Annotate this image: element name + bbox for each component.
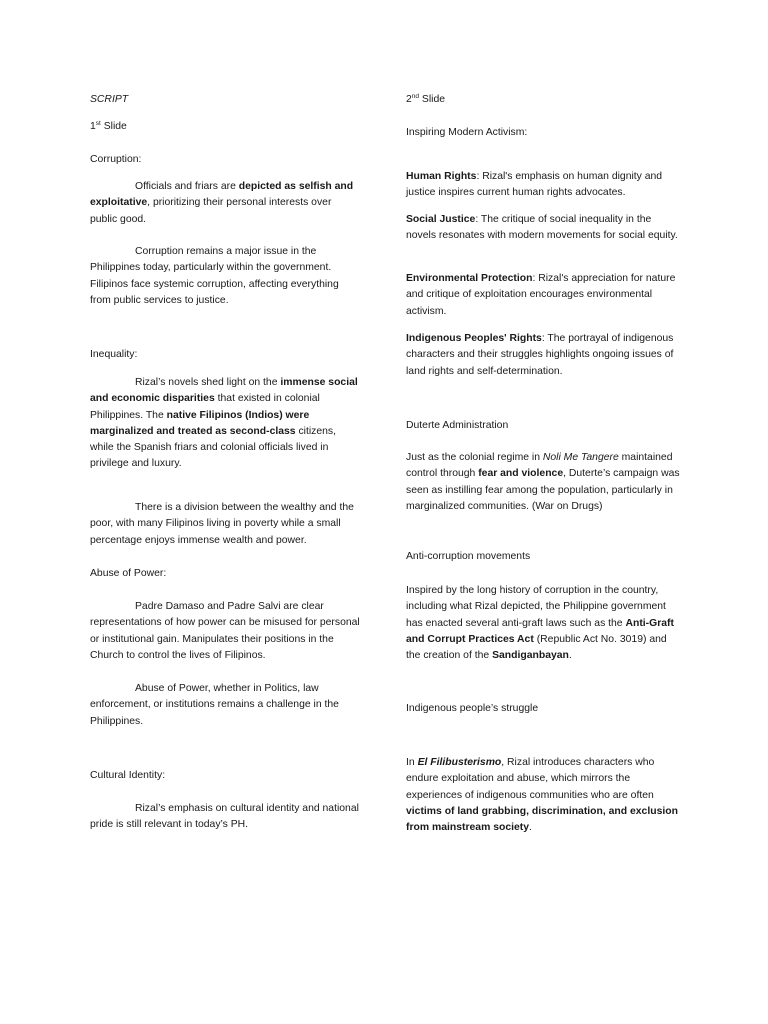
corruption-paragraph-1: Officials and friars are depicted as selfish and exploitative, prioritizing their personal interests over public good.: [90, 181, 354, 225]
indigenous-rights-paragraph: Indigenous Peoples' Rights: The portrayal of indigenous characters and their struggles highlights ongoing issues of land rights and self-determination.: [406, 333, 674, 377]
human-rights-paragraph: Human Rights: Rizal's emphasis on human dignity and justice inspires current human rights advocates.: [406, 171, 663, 199]
slide2-heading: 2nd Slide: [406, 93, 446, 105]
indigenous-heading: Indigenous people’s struggle: [406, 703, 539, 714]
activism-heading: Inspiring Modern Activism:: [406, 127, 528, 138]
anticorruption-heading: Anti-corruption movements: [406, 551, 531, 562]
script-title: SCRIPT: [90, 94, 129, 105]
abuse-paragraph-2: Abuse of Power, whether in Politics, law enforcement, or institutions remains a challenge in the Philippines.: [90, 683, 339, 727]
environmental-paragraph: Environmental Protection: Rizal's appreciation for nature and critique of exploitation encourages environmental activism.: [406, 273, 676, 317]
corruption-paragraph-2: Corruption remains a major issue in the Philippines today, particularly within the government. Filipinos face systemic corruption, affecting everything from public services to justice.: [90, 246, 339, 306]
duterte-heading: Duterte Administration: [406, 420, 509, 431]
anticorruption-paragraph: Inspired by the long history of corruption in the country, including what Rizal depicted, the Philippine government has enacted several anti-graft laws such as the Anti-Graft and Corrupt Practices Act (Republic Act No. 3019) and the creation of the Sandiganbayan.: [406, 585, 674, 662]
cultural-heading: Cultural Identity:: [90, 770, 166, 781]
abuse-heading: Abuse of Power:: [90, 568, 167, 579]
duterte-paragraph: Just as the colonial regime in Noli Me Tangere maintained control through fear and violence, Duterte’s campaign was seen as instilling fear among the population, particularly in marginalized communities. (War on Drugs): [406, 452, 680, 512]
cultural-paragraph: Rizal’s emphasis on cultural identity and national pride is still relevant in today’s PH.: [90, 803, 359, 831]
abuse-paragraph-1: Padre Damaso and Padre Salvi are clear representations of how power can be misused for personal or institutional gain. Manipulates their positions in the Church to control the lives of Filipinos.: [90, 601, 360, 661]
inequality-paragraph-2: There is a division between the wealthy and the poor, with many Filipinos living in poverty while a small percentage enjoys immense wealth and power.: [90, 502, 354, 546]
indigenous-paragraph: In El Filibusterismo, Rizal introduces characters who endure exploitation and abuse, which mirrors the experiences of indigenous communities who are often victims of land grabbing, discrimination, and exclusion from mainstream society.: [406, 757, 678, 834]
inequality-heading: Inequality:: [90, 349, 138, 360]
inequality-paragraph-1: Rizal’s novels shed light on the immense social and economic disparities that existed in colonial Philippines. The native Filipinos (Indios) were marginalized and treated as second-class citizens, while the Spanish friars and colonial officials lived in privilege and luxury.: [90, 377, 358, 470]
slide1-heading: 1st Slide: [90, 120, 127, 132]
corruption-heading: Corruption:: [90, 154, 142, 165]
social-justice-paragraph: Social Justice: The critique of social inequality in the novels resonates with modern movements for social equity.: [406, 214, 678, 242]
